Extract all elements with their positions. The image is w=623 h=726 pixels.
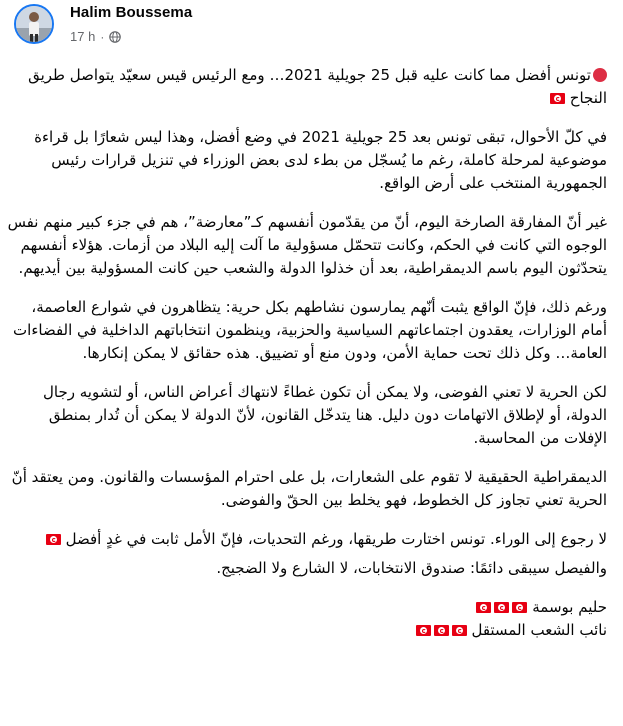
flag-group [46,534,61,545]
signature-name [7,596,607,619]
tunisia-flag-icon [434,625,449,636]
signature-title-text: نائب الشعب المستقل [471,621,607,639]
post-paragraph: الديمقراطية الحقيقية لا تقوم على الشعارات، بل على احترام المؤسسات والقانون. ومن يعتقد أنّ الحرية تعني تجاوز كل الخطوط، فهو يخلط بين الحقّ والفوضى. [11,468,607,509]
tunisia-flag-icon [452,625,467,636]
profile-photo [16,6,52,42]
headline-text: تونس أفضل مما كانت عليه قبل 25 جويلية 2021… ومع الرئيس قيس سعيّد يتواصل طريق النجاح [28,66,607,107]
meta-separator: · [100,29,105,44]
post-paragraph: غير أنّ المفارقة الصارخة اليوم، أنّ من يقدّمون أنفسهم كـ”معارضة”، هم في جزء كبير منهم نفس الوجوه التي كانت في الحكم، وكانت تتحمّل مسؤولية ما آلت إليه البلاد من أزمات. هؤلاء أنفسهم يتحدّثون اليوم باسم الديمقراطية، بعد أن خذلوا الدولة والشعب حين كانت المسؤولية بين أيديهم. [7,213,607,277]
post-meta [70,29,121,44]
flag-group [550,93,565,104]
signature-title [7,619,607,642]
post-paragraph: في كلّ الأحوال، تبقى تونس بعد 25 جويلية 2021 في وضع أفضل، وهذا ليس شعارًا بل قراءة موضوعية لمرحلة كاملة، رغم ما يُسجّل من بطء لدى بعض الوزراء في تنزيل قرارات رئيس الجمهورية المنتخب على أرض الواقع. [34,128,607,192]
post-body [7,64,607,642]
post-time[interactable]: 17 h [70,29,96,44]
tunisia-flag-icon [550,93,565,104]
tunisia-flag-icon [416,625,431,636]
tunisia-flag-icon [512,602,527,613]
closing-text: لا رجوع إلى الوراء. تونس اختارت طريقها، ورغم التحديات، فإنّ الأمل ثابت في غدٍ أفضل [65,530,607,548]
tunisia-flag-icon [494,602,509,613]
globe-icon[interactable] [109,31,121,43]
signature-name-text: حليم بوسمة [532,598,607,616]
avatar[interactable] [14,4,54,44]
tunisia-flag-icon [476,602,491,613]
post-paragraph: لكن الحرية لا تعني الفوضى، ولا يمكن أن تكون غطاءً لانتهاك أعراض الناس، أو لتشويه رجال الدولة، أو لإطلاق الاتهامات دون دليل. هنا يتدخّل القانون، لأنّ الدولة لا يمكن أن تُدار بمنطق الإفلات من المحاسبة. [42,383,607,447]
post-paragraph: ورغم ذلك، فإنّ الواقع يثبت أنّهم يمارسون نشاطهم بكل حرية: يتظاهرون في شوارع العاصمة، أمام الوزارات، يعقدون اجتماعاتهم السياسية والحزبية، وينظمون انتخاباتهم الداخلية في الفضاءات العامة… وكل ذلك تحت حماية الأمن، ودون منع أو تضييق. هذه حقائق لا يمكن إنكارها. [13,298,607,362]
flag-group [476,602,527,613]
author-name[interactable]: Halim Boussema [70,4,193,21]
post-header [0,0,623,60]
red-circle-icon [593,68,607,82]
tunisia-flag-icon [46,534,61,545]
post-paragraph: والفيصل سيبقى دائمًا: صندوق الانتخابات، لا الشارع ولا الضجيج. [216,559,607,577]
post-paragraph-headline [7,64,607,110]
flag-group [416,625,467,636]
post-paragraph-closing [7,528,607,551]
